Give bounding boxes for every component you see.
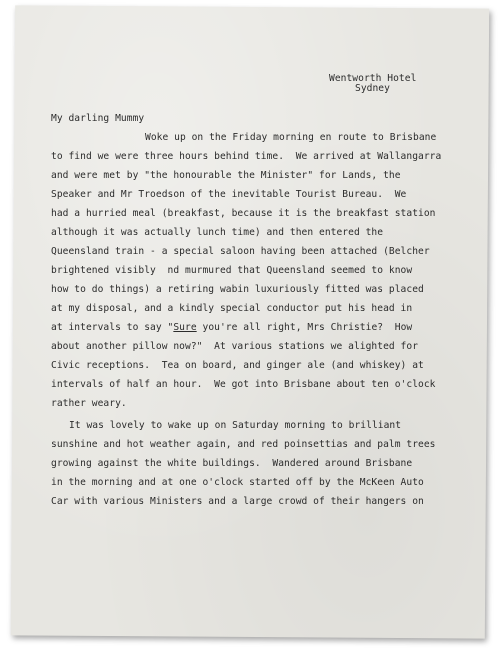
- body-line-part: at intervals to say ": [51, 322, 174, 333]
- body-line: Speaker and Mr Troedson of the inevitable Tourist Bureau. We: [51, 189, 407, 200]
- salutation: My darling Mummy: [51, 113, 145, 124]
- address-line-1: Wentworth Hotel: [329, 73, 417, 84]
- body-line: at my disposal, and a kindly special conductor put his head in: [51, 303, 413, 314]
- body-line: It was lovely to wake up on Saturday morning to brilliant: [69, 420, 402, 431]
- body-line: to find we were three hours behind time. We arrived at Wallangarra: [51, 151, 442, 162]
- body-line: had a hurried meal (breakfast, because it is the breakfast station: [51, 208, 436, 219]
- body-line: rather weary.: [51, 398, 127, 409]
- body-line: Civic receptions. Tea on board, and ginger ale (and whiskey) at: [51, 360, 424, 371]
- body-line: although it was actually lunch time) and then entered the: [51, 227, 384, 238]
- body-line: how to do things) a retiring wabin luxuriously fitted was placed: [51, 284, 424, 295]
- body-line: Car with various Ministers and a large crowd of their hangers on: [51, 496, 424, 507]
- body-line: growing against the white buildings. Wandered around Brisbane: [51, 458, 413, 469]
- body-line: brightened visibly nd murmured that Queensland seemed to know: [51, 265, 413, 276]
- body-line-with-underline: [51, 322, 412, 334]
- underlined-word: Sure: [173, 322, 197, 333]
- body-line: about another pillow now?" At various stations we alighted for: [51, 341, 419, 352]
- address-line-2: Sydney: [355, 83, 390, 94]
- body-line: in the morning and at one o'clock started off by the McKeen Auto: [51, 477, 424, 488]
- body-line-part: you're all right, Mrs Christie? How: [196, 322, 413, 333]
- body-line: and were met by "the honourable the Minister" for Lands, the: [51, 170, 401, 181]
- body-line: intervals of half an hour. We got into Brisbane about ten o'clock: [51, 379, 436, 390]
- body-line: sunshine and hot weather again, and red poinsettias and palm trees: [51, 439, 436, 450]
- body-line: Queensland train - a special saloon having been attached (Belcher: [51, 246, 430, 257]
- body-line: Woke up on the Friday morning en route to Brisbane: [145, 132, 437, 143]
